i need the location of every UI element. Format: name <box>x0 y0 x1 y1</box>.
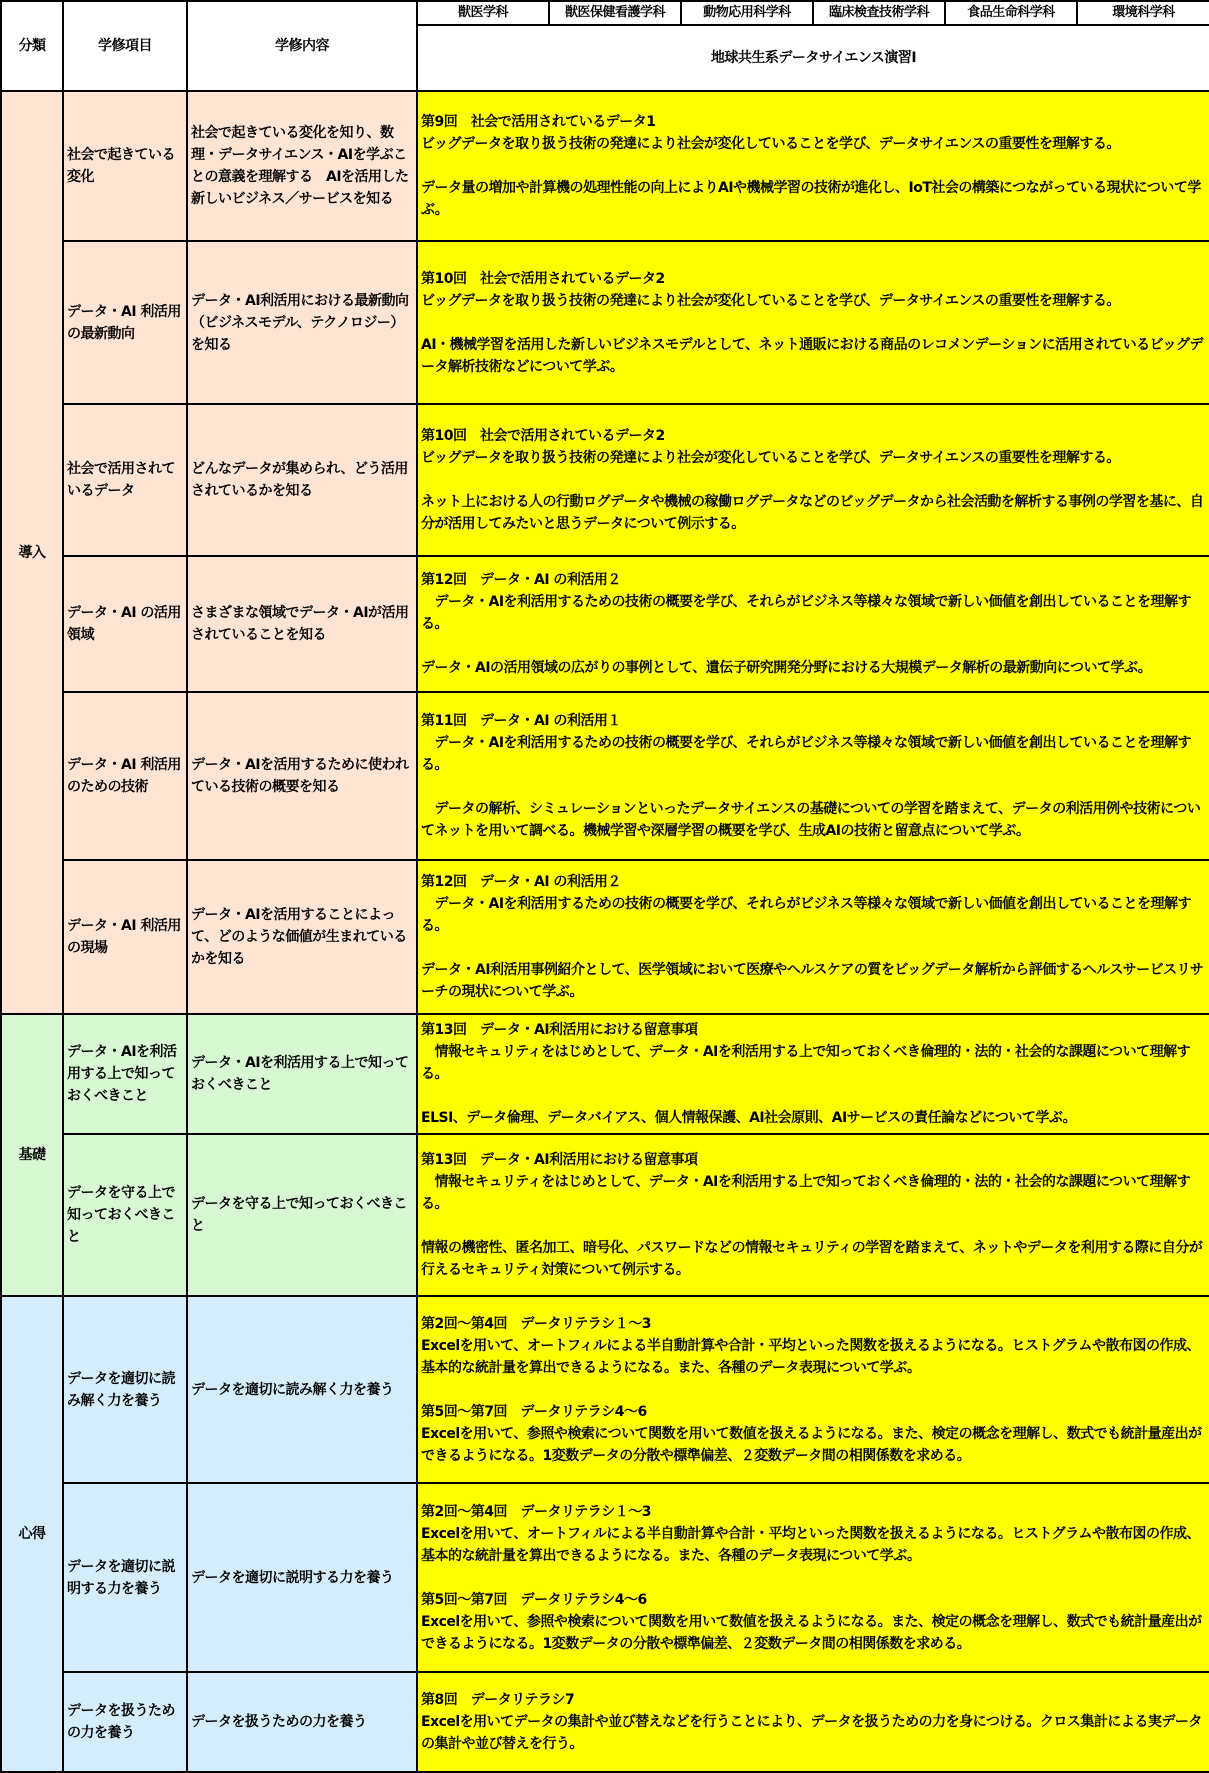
spacer <box>421 937 1206 959</box>
content-cell: データを適切に説明する力を養う <box>187 1483 417 1672</box>
detail-line: データ量の増加や計算機の処理性能の向上によりAIや機械学習の技術が進化し、IoT社会の構築につながっている現状について学ぶ。 <box>421 180 1201 218</box>
detail-line: 第10回 社会で活用されているデータ2 <box>421 270 665 287</box>
header-department: 食品生命科学科 <box>945 1 1077 25</box>
detail-line: Excelを用いて、オートフィルによる半自動計算や合計・平均といった関数を扱えるようになる。ヒストグラムや散布図の作成、基本的な統計量を算出できるようになる。また、各種のデータ表現について学ぶ。 <box>421 1525 1200 1564</box>
item-cell: データを適切に説明する力を養う <box>63 1483 187 1672</box>
category-cell: 心得 <box>1 1296 63 1772</box>
detail-line: 第13回 データ・AI利活用における留意事項 <box>421 1152 698 1168</box>
course-detail-cell <box>417 1014 1209 1134</box>
course-detail-cell <box>417 556 1209 692</box>
content-cell: 社会で起きている変化を知り、数理・データサイエンス・AIを学ぶことの意義を理解する AIを活用した新しいビジネス／サービスを知る <box>187 91 417 241</box>
content-cell: データを適切に読み解く力を養う <box>187 1296 417 1483</box>
detail-line: ビッグデータを取り扱う技術の発達により社会が変化していることを学び、データサイエンスの重要性を理解する。 <box>421 292 1120 309</box>
detail-line: 第12回 データ・AI の利活用２ <box>421 572 621 588</box>
detail-line: 第2回～第4回 データリテラシ１～3 <box>421 1315 651 1332</box>
course-detail-cell <box>417 692 1209 860</box>
detail-line: 情報セキュリティをはじめとして、データ・AIを利活用する上で知っておくべき倫理的・法的・社会的な課題について理解する。 <box>421 1174 1191 1212</box>
detail-line: 情報の機密性、匿名加工、暗号化、パスワードなどの情報セキュリティの学習を踏まえて、ネットやデータを利用する際に自分が行えるセキュリティ対策について例示する。 <box>421 1240 1203 1278</box>
category-cell: 導入 <box>1 91 63 1014</box>
course-detail-cell <box>417 404 1209 556</box>
item-cell: データ・AI 利活用の現場 <box>63 860 187 1014</box>
detail-line: AI・機械学習を活用した新しいビジネスモデルとして、ネット通販における商品のレコメンデーションに活用されているビッグデータ解析技術などについて学ぶ。 <box>421 336 1204 375</box>
detail-line: 情報セキュリティをはじめとして、データ・AIを利活用する上で知っておくべき倫理的・法的・社会的な課題について理解する。 <box>421 1044 1191 1082</box>
spacer <box>421 1085 1206 1107</box>
header-department: 獣医保健看護学科 <box>549 1 681 25</box>
detail-line: 第8回 データリテラシ7 <box>421 1692 575 1708</box>
item-cell: データ・AI 利活用の最新動向 <box>63 241 187 404</box>
header-department: 動物応用科学科 <box>681 1 813 25</box>
content-cell: データ・AIを活用するために使われている技術の概要を知る <box>187 692 417 860</box>
detail-line: ビッグデータを取り扱う技術の発達により社会が変化していることを学び、データサイエンスの重要性を理解する。 <box>421 450 1120 466</box>
spacer <box>421 312 1206 334</box>
table-row <box>1 1014 1209 1134</box>
detail-line: データ・AI利活用事例紹介として、医学領域において医療やヘルスケアの質をビッグデータ解析から評価するヘルスサービスリサーチの現状について学ぶ。 <box>421 962 1204 1000</box>
header-content: 学修内容 <box>187 1 417 91</box>
detail-line: データの解析、シミュレーションといったデータサイエンスの基礎についての学習を踏まえて、データの利活用例や技術についてネットを用いて調べる。機械学習や深層学習の概要を学び、生成AIの技術と留意点について学ぶ。 <box>421 801 1201 839</box>
item-cell: 社会で活用されているデータ <box>63 404 187 556</box>
category-cell: 基礎 <box>1 1014 63 1296</box>
detail-line: ELSI、データ倫理、データバイアス、個人情報保護、AI社会原則、AIサービスの責任論などについて学ぶ。 <box>421 1110 1077 1126</box>
table-row <box>1 241 1209 404</box>
detail-line: データ・AIを利活用するための技術の概要を学び、それらがビジネス等様々な領域で新しい価値を創出していることを理解する。 <box>421 735 1192 773</box>
header-course: 地球共生系データサイエンス演習Ⅰ <box>417 25 1209 91</box>
detail-line: ビッグデータを取り扱う技術の発達により社会が変化していることを学び、データサイエンスの重要性を理解する。 <box>421 136 1120 152</box>
table-row <box>1 860 1209 1014</box>
item-cell: データを守る上で知っておくべきこと <box>63 1134 187 1296</box>
content-cell: データを守る上で知っておくべきこと <box>187 1134 417 1296</box>
detail-line: 第12回 データ・AI の利活用２ <box>421 874 621 890</box>
detail-line: Excelを用いて、参照や検索について関数を用いて数値を扱えるようになる。また、検定の概念を理解し、数式でも統計量産出ができるようになる。1変数データの分散や標準偏差、２変数データ間の相関係数を求める。 <box>421 1613 1202 1652</box>
detail-line: データ・AIの活用領域の広がりの事例として、遺伝子研究開発分野における大規模データ解析の最新動向について学ぶ。 <box>421 660 1152 676</box>
course-detail-cell <box>417 860 1209 1014</box>
detail-line: 第13回 データ・AI利活用における留意事項 <box>421 1022 698 1038</box>
detail-line: 第2回～第4回 データリテラシ１～3 <box>421 1503 651 1520</box>
spacer <box>421 1215 1206 1237</box>
detail-line: ネット上における人の行動ログデータや機械の稼働ログデータなどのビッグデータから社会活動を解析する事例の学習を基に、自分が活用してみたいと思うデータについて例示する。 <box>421 494 1204 532</box>
table-row <box>1 556 1209 692</box>
spacer <box>421 635 1206 657</box>
table-row <box>1 1296 1209 1483</box>
table-row <box>1 1134 1209 1296</box>
item-cell: データを適切に読み解く力を養う <box>63 1296 187 1483</box>
table-row <box>1 692 1209 860</box>
detail-line: データ・AIを利活用するための技術の概要を学び、それらがビジネス等様々な領域で新しい価値を創出していることを理解する。 <box>421 594 1192 632</box>
detail-line: 第5回～第7回 データリテラシ4～6 <box>421 1591 647 1608</box>
item-cell: データ・AI 利活用のための技術 <box>63 692 187 860</box>
course-detail-cell <box>417 241 1209 404</box>
detail-line: 第5回～第7回 データリテラシ4～6 <box>421 1403 647 1420</box>
detail-line: 第10回 社会で活用されているデータ2 <box>421 428 665 444</box>
detail-line: Excelを用いてデータの集計や並び替えなどを行うことにより、データを扱うための力を身につける。クロス集計による実データの集計や並び替えを行う。 <box>421 1714 1202 1752</box>
header-department: 獣医学科 <box>417 1 549 25</box>
header-department: 臨床検査技術学科 <box>813 1 945 25</box>
item-cell: データ・AI の活用領域 <box>63 556 187 692</box>
spacer <box>421 1379 1206 1401</box>
detail-line: Excelを用いて、オートフィルによる半自動計算や合計・平均といった関数を扱えるようになる。ヒストグラムや散布図の作成、基本的な統計量を算出できるようになる。また、各種のデータ表現について学ぶ。 <box>421 1337 1200 1376</box>
detail-line: 第9回 社会で活用されているデータ1 <box>421 114 656 130</box>
item-cell: データ・AIを利活用する上で知っておくべきこと <box>63 1014 187 1134</box>
spacer <box>421 155 1206 177</box>
course-detail-cell <box>417 91 1209 241</box>
header-category: 分類 <box>1 1 63 91</box>
header-item: 学修項目 <box>63 1 187 91</box>
item-cell: データを扱うための力を養う <box>63 1672 187 1772</box>
content-cell: データを扱うための力を養う <box>187 1672 417 1772</box>
content-cell: データ・AI利活用における最新動向（ビジネスモデル、テクノロジー）を知る <box>187 241 417 404</box>
header-department: 環境科学科 <box>1077 1 1209 25</box>
table-row <box>1 1672 1209 1772</box>
content-cell: データ・AIを利活用する上で知っておくべきこと <box>187 1014 417 1134</box>
spacer <box>421 469 1206 491</box>
detail-line: データ・AIを利活用するための技術の概要を学び、それらがビジネス等様々な領域で新しい価値を創出していることを理解する。 <box>421 896 1192 934</box>
item-cell: 社会で起きている変化 <box>63 91 187 241</box>
spacer <box>421 776 1206 798</box>
table-row <box>1 91 1209 241</box>
detail-line: Excelを用いて、参照や検索について関数を用いて数値を扱えるようになる。また、検定の概念を理解し、数式でも統計量産出ができるようになる。1変数データの分散や標準偏差、２変数データ間の相関係数を求める。 <box>421 1425 1202 1464</box>
course-detail-cell <box>417 1134 1209 1296</box>
content-cell: データ・AIを活用することによって、どのような価値が生まれているかを知る <box>187 860 417 1014</box>
course-detail-cell <box>417 1483 1209 1672</box>
course-detail-cell <box>417 1296 1209 1483</box>
table-row <box>1 404 1209 556</box>
detail-line: 第11回 データ・AI の利活用１ <box>421 713 621 729</box>
spacer <box>421 1567 1206 1589</box>
course-detail-cell <box>417 1672 1209 1772</box>
content-cell: さまざまな領域でデータ・AIが活用されていることを知る <box>187 556 417 692</box>
table-row <box>1 1483 1209 1672</box>
content-cell: どんなデータが集められ、どう活用されているかを知る <box>187 404 417 556</box>
